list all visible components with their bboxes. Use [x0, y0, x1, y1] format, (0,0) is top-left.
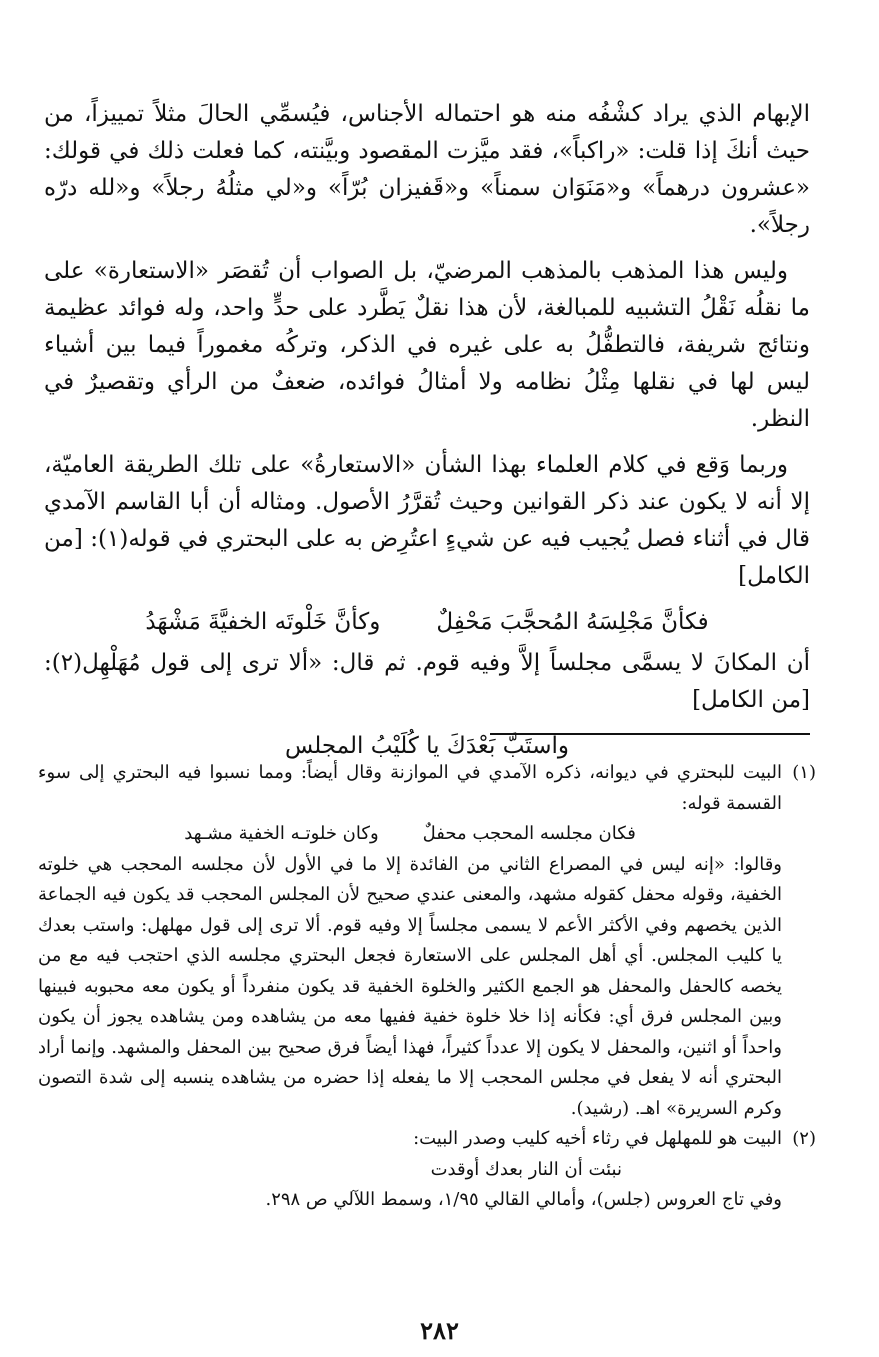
footnote-body — [38, 758, 782, 1124]
footnote-verse-second: وكان خلوتـه الخفية مشـهد — [184, 823, 379, 844]
verse-line-2: واستَبَّ بَعْدَكَ يا كُلَيْبُ المجلس — [284, 733, 570, 759]
footnote-verse — [38, 819, 782, 850]
verse-line — [44, 604, 810, 641]
footnote-separator — [490, 733, 810, 735]
footnote-verse-first: نبئت أن النار بعدك أوقدت — [430, 1158, 622, 1180]
footnote-text-continued: وفي تاج العروس (جلس)، وأمالي القالي ١/٩٥، وسمط اللآلي ص ٢٩٨. — [265, 1189, 782, 1210]
footnote-number: (٢) — [792, 1128, 816, 1149]
footnote-text: البيت للبحتري في ديوانه، ذكره الآمدي في الموازنة وقال أيضاً: ومما نسبوا فيه البحتري إلى سوء القسمة قوله: — [38, 762, 782, 814]
footnote-2 — [38, 1124, 816, 1216]
footnote-text: البيت هو للمهلهل في رثاء أخيه كليب وصدر البيت: — [413, 1128, 782, 1149]
paragraph-2: وليس هذا المذهب بالمذهب المرضيّ، بل الصواب أن تُقصَر «الاستعارة» على ما نقلُه نَقْلُ التشبيه للمبالغة، لأن هذا نقلٌ يَطَّرد على حدٍّ واحد، وله فوائد عظيمة ونتائج شريفة، فالتطفُّلُ به على غيره في الذكر، وتركُه مغموراً فيما بين أشياء ليس لها في نقلها مِثْلُ نظامه ولا أمثالُ فوائده، ضعفٌ من الرأي وتقصيرٌ في النظر. — [44, 258, 810, 432]
page-number: ٢٨٢ — [420, 1316, 459, 1345]
paragraph-3: وربما وَقع في كلام العلماء بهذا الشأن «الاستعارةُ» على تلك الطريقة العاميّة، إلا أنه لا يكون عند ذكر القوانين وحيث تُقرَّرُ الأصول. ومثاله أن أبا القاسم الآمدي قال في أثناء فصل يُجيب فيه عن شيءٍ اعتُرِض به على البحتري في قوله(١): [من الكامل] — [44, 452, 810, 589]
footnote-verse-first: فكان مجلسه المحجب محفلٌ — [422, 823, 636, 844]
paragraph-4: أن المكانَ لا يسمَّى مجلساً إلاَّ وفيه قوم. ثم قال: «ألا ترى إلى قول مُهَلْهِل(٢): [من الكامل] — [44, 650, 810, 713]
verse-first-hemistich: فكأنَّ مَجْلِسَهُ المُحجَّبَ مَحْفِلٌ — [436, 609, 709, 635]
verse-second-hemistich: وكأنَّ خَلْوتَه الخفيَّةَ مَشْهَدُ — [145, 609, 381, 635]
footnote-1 — [38, 758, 816, 1124]
footnotes — [38, 758, 816, 1216]
footnote-number: (١) — [792, 762, 816, 783]
paragraph-1: الإبهام الذي يراد كشْفُه منه هو احتماله الأجناس، فيُسمِّي الحالَ مثلاً تمييزاً، من حيث أنكَ إذا قلت: «راكباً»، فقد ميَّزت المقصود وبيَّنته، كما فعلت ذلك في قولك: «عشرون درهماً» و«مَنَوَان سمناً» و«قَفيزان بُرّاً» و«لي مثلُهُ رجلاً» و«لله درّه رجلاً». — [44, 101, 810, 238]
footnote-verse — [38, 1155, 782, 1186]
footnote-body — [38, 1124, 782, 1216]
footnote-text-continued: وقالوا: «إنه ليس في المصراع الثاني من الفائدة إلا ما في الأول لأن مجلسه المحجب هي خلوته الخفية، وقوله محفل كقوله مشهد، والمعنى عندي صحيح لأن المجلس المحجب قد يكون فيه الجماعة الذين يخصهم وفي الأكثر الأعم لا يسمى مجلساً إلا وفيه قوم. ألا ترى إلى قول مهلهل: واستب بعدك يا كليب المجلس. أي أهل المجلس على الاستعارة فجعل البحتري مجلسه الذي احتجب فيه مع من يخصه كالحفل والمحفل هو الجمع الكثير والخلوة الخفية قد يكون منفرداً أو يكون معه محبوبه فبينها وبين المجلس فرق أي: فكأنه إذا خلا خلوة خفية ففيها معه من يشاهده ومن يشاهده يجوز أن يكون واحداً أو اثنين، والمحفل لا يكون إلا عدداً كثيراً، فهذا أيضاً فرق صحيح بين المحفل والمشهد. وإنما أراد البحتري أنه لا يفعل في مجلس المحجب إلا ما يفعله إذا حضره من يشاهده ينسبه إلى شدة التصون وكرم السريرة» اهـ. (رشيد). — [38, 853, 782, 1119]
main-text — [44, 96, 810, 765]
